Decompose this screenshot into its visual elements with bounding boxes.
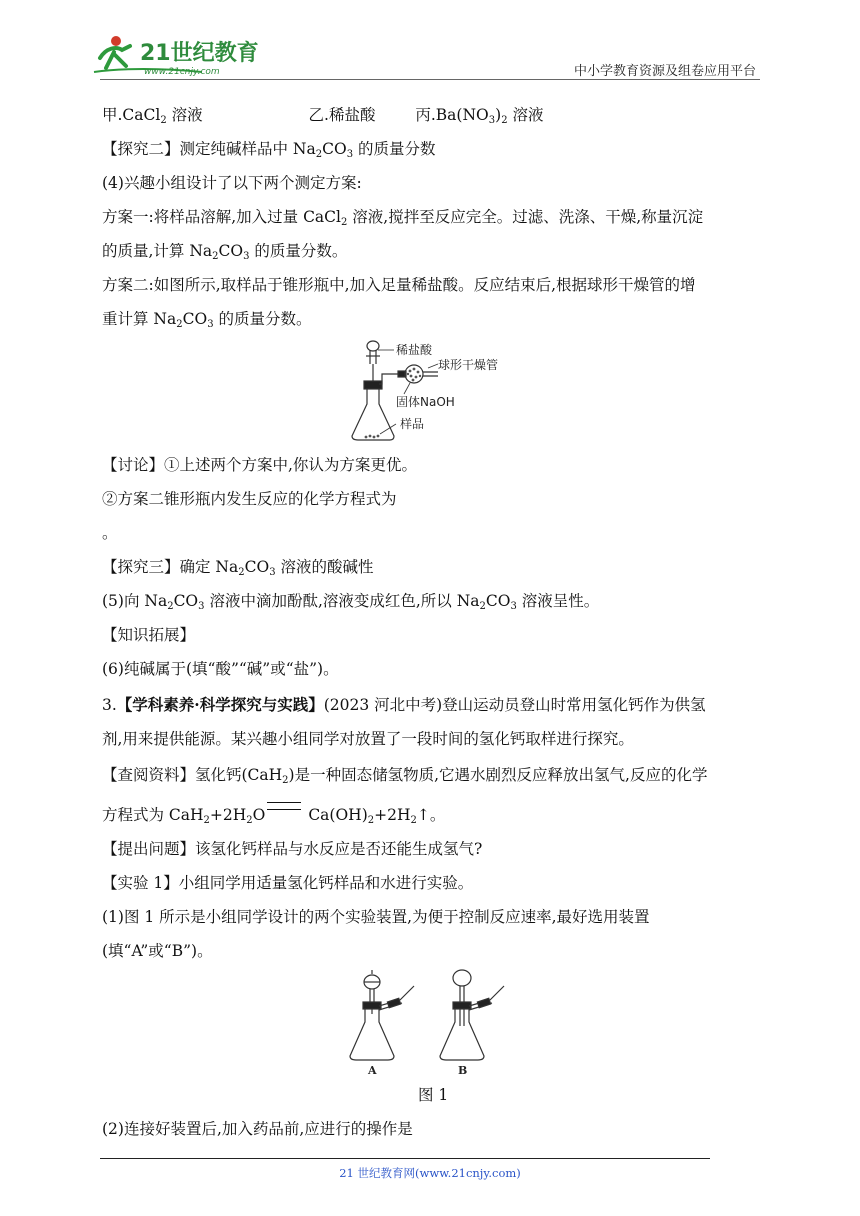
apparatus-b-label: B — [458, 1064, 468, 1077]
logo-url-text: www.21cnjy.com — [144, 67, 220, 77]
label-dilute-hcl: 稀盐酸 — [396, 343, 433, 357]
header-divider — [100, 79, 760, 80]
footer-source: 21 世纪教育网(www.21cnjy.com) — [339, 1166, 521, 1180]
drying-tube-apparatus — [346, 336, 516, 446]
discussion-2-continued: 。 — [102, 524, 118, 542]
equals-sign — [267, 802, 301, 810]
reference-info: 【查阅资料】氢化钙(CaH$_2$)是一种固态储氢物质,它遇水剧烈反应释放出氢气,反应的化学 — [102, 766, 708, 786]
question-3-2: (2)连接好装置后,加入药品前,应进行的操作是 — [102, 1120, 413, 1138]
question-3-1-continued: (填“A”或“B”)。 — [102, 942, 213, 960]
experiment-1-heading: 【实验 1】小组同学用适量氢化钙样品和水进行实验。 — [102, 874, 474, 892]
question-5: (5)向 $Na_2CO_3$ 溶液中滴加酚酞,溶液变成红色,所以 $Na_2CO_3$ 溶液呈性。 — [102, 592, 600, 612]
discussion-1: 【讨论】①上述两个方案中,你认为方案更优。 — [102, 456, 417, 474]
question-6: (6)纯碱属于(填“酸”“碱”或“盐”)。 — [102, 660, 339, 678]
footer-divider — [100, 1158, 710, 1159]
logo-main-text: 21世纪教育 — [140, 41, 259, 66]
apparatus-a-label: A — [368, 1064, 377, 1077]
question-3-intro: 3.【学科素养·科学探究与实践】(2023 河北中考)登山运动员登山时常用氢化钙作为供氢 — [102, 695, 706, 714]
problem-statement: 【提出问题】该氢化钙样品与水反应是否还能生成氢气? — [102, 840, 483, 858]
discussion-2: ②方案二锥形瓶内发生反应的化学方程式为 — [102, 490, 397, 508]
header-platform-text: 中小学教育资源及组卷应用平台 — [573, 64, 756, 79]
plan-one-line-2: 的质量,计算 $Na_2CO_3$ 的质量分数。 — [102, 242, 348, 262]
section-heading-3: 【探究三】确定 $Na_2CO_3$ 溶液的酸碱性 — [102, 558, 374, 578]
question-3-1: (1)图 1 所示是小组同学设计的两个实验装置,为便于控制反应速率,最好选用装置 — [102, 908, 650, 926]
apparatus-a-b-figure — [342, 966, 522, 1082]
label-drying-tube: 球形干燥管 — [438, 358, 499, 372]
reaction-equation: 方程式为 $CaH_2+2H_2O$ $Ca(OH)_2+2H_2↑$。 — [102, 802, 445, 826]
plan-two-line-2: 重计算 $Na_2CO_3$ 的质量分数。 — [102, 310, 312, 330]
knowledge-extension-heading: 【知识拓展】 — [102, 626, 196, 644]
question-3-intro-2: 剂,用来提供能源。某兴趣小组同学对放置了一段时间的氢化钙取样进行探究。 — [102, 730, 634, 748]
section-heading-2: 【探究二】测定纯碱样品中 $Na_2CO_3$ 的质量分数 — [102, 140, 436, 160]
options-line: 甲.CaCl$_2$ 溶液 乙.稀盐酸 丙$.Ba(NO_3)_2$ 溶液 — [102, 106, 544, 126]
label-sample: 样品 — [400, 417, 425, 431]
site-logo — [92, 32, 262, 78]
plan-two-line-1: 方案二:如图所示,取样品于锥形瓶中,加入足量稀盐酸。反应结束后,根据球形干燥管的增 — [102, 276, 696, 294]
plan-one-line-1: 方案一:将样品溶解,加入过量 CaCl$_2$ 溶液,搅拌至反应完全。过滤、洗涤、干燥,称量沉淀 — [102, 208, 704, 228]
label-solid-naoh: 固体NaOH — [396, 395, 455, 409]
question-4: (4)兴趣小组设计了以下两个测定方案: — [102, 174, 362, 192]
figure-1-caption: 图 1 — [418, 1086, 449, 1104]
